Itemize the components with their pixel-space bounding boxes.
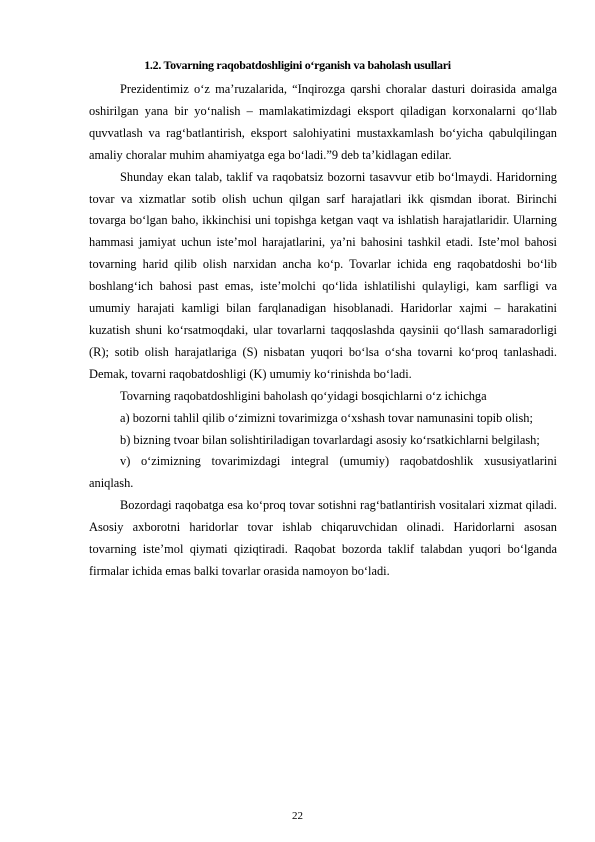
list-item-v: v) oʻzimizning tovarimizdagi integral (umumiy) raqobatdoshlik xususiyatlarini aniqlash. — [89, 454, 557, 491]
section-heading: 1.2. Tovarning raqobatdoshligini oʻrganish va baholash usullari — [144, 58, 451, 72]
page-number: 22 — [292, 810, 303, 822]
paragraph-demand-supply: Shunday ekan talab, taklif va raqobatsiz bozorni tasavvur etib boʻlmaydi. Haridorning tovar va xizmatlar sotib olish uchun qilgan sarf harajatlari ikk qismdan iborat. Birinchi tovarga boʻlgan baho, ikkinchisi uni topishga ketgan vaqt va ishlatish harajatlaridir. Ularning hammasi jamiyat uchun isteʼmol harajatlarini, yaʼni bahosini tashkil etadi. Isteʼmol bahosi tovarning harid qilib olish narxidan ancha koʻp. Tovarlar ichida eng raqobatdoshi boʻlib boshlangʻich bahosi past emas, isteʼmolchi qoʻlida ishlatilishi qulayligi, kam sarfligi va umumiy harajati kamligi bilan farqlanadigan hisoblanadi. Haridorlar xajmi – harakatini kuzatish shuni koʻrsatmoqdaki, ular tovarlarni taqqoslashda qaysinii qoʻllash samaradorligi (R); sotib olish harajatlariga (S) nisbatan yuqori boʻlsa oʻsha tovarni koʻproq tanlashadi. Demak, tovarni raqobatdoshligi (K) umumiy koʻrinishda boʻladi. — [89, 169, 557, 381]
list-item-b: b) bizning tvoar bilan solishtiriladigan tovarlardagi asosiy koʻrsatkichlarni belgilash; — [120, 432, 540, 447]
list-item-a: a) bozorni tahlil qilib oʻzimizni tovarimizga oʻxshash tovar namunasini topib olish; — [120, 410, 533, 425]
paragraph-stages-intro: Tovarning raqobatdoshligini baholash qoʻyidagi bosqichlarni oʻz ichichga — [120, 388, 487, 403]
paragraph-intro: Prezidentimiz oʻz maʼruzalarida, “Inqirozga qarshi choralar dasturi doirasida amalga oshirilgan yana bir yoʻnalish – mamlakatimizdagi eksport qiladigan korxonalarni qoʻllab quvvatlash va ragʻbatlantirish, eksport salohiyatini mustaxkamlash boʻyicha qabulqilingan amaliy choralar muhim ahamiyatga ega boʻladi.”9 deb taʼkidlagan edilar. — [89, 82, 557, 162]
paragraph-competition: Bozordagi raqobatga esa koʻproq tovar sotishni ragʻbatlantirish vositalari xizmat qiladi. Asosiy axborotni haridorlar tovar ishlab chiqaruvchidan olinadi. Haridorlarni asosan tovarning isteʼmol qiymati qiziqtiradi. Raqobat bozorda taklif talabdan yuqori boʻlganda firmalar ichida emas balki tovarlar orasida namoyon boʻladi. — [89, 498, 557, 578]
body-text — [89, 79, 557, 583]
